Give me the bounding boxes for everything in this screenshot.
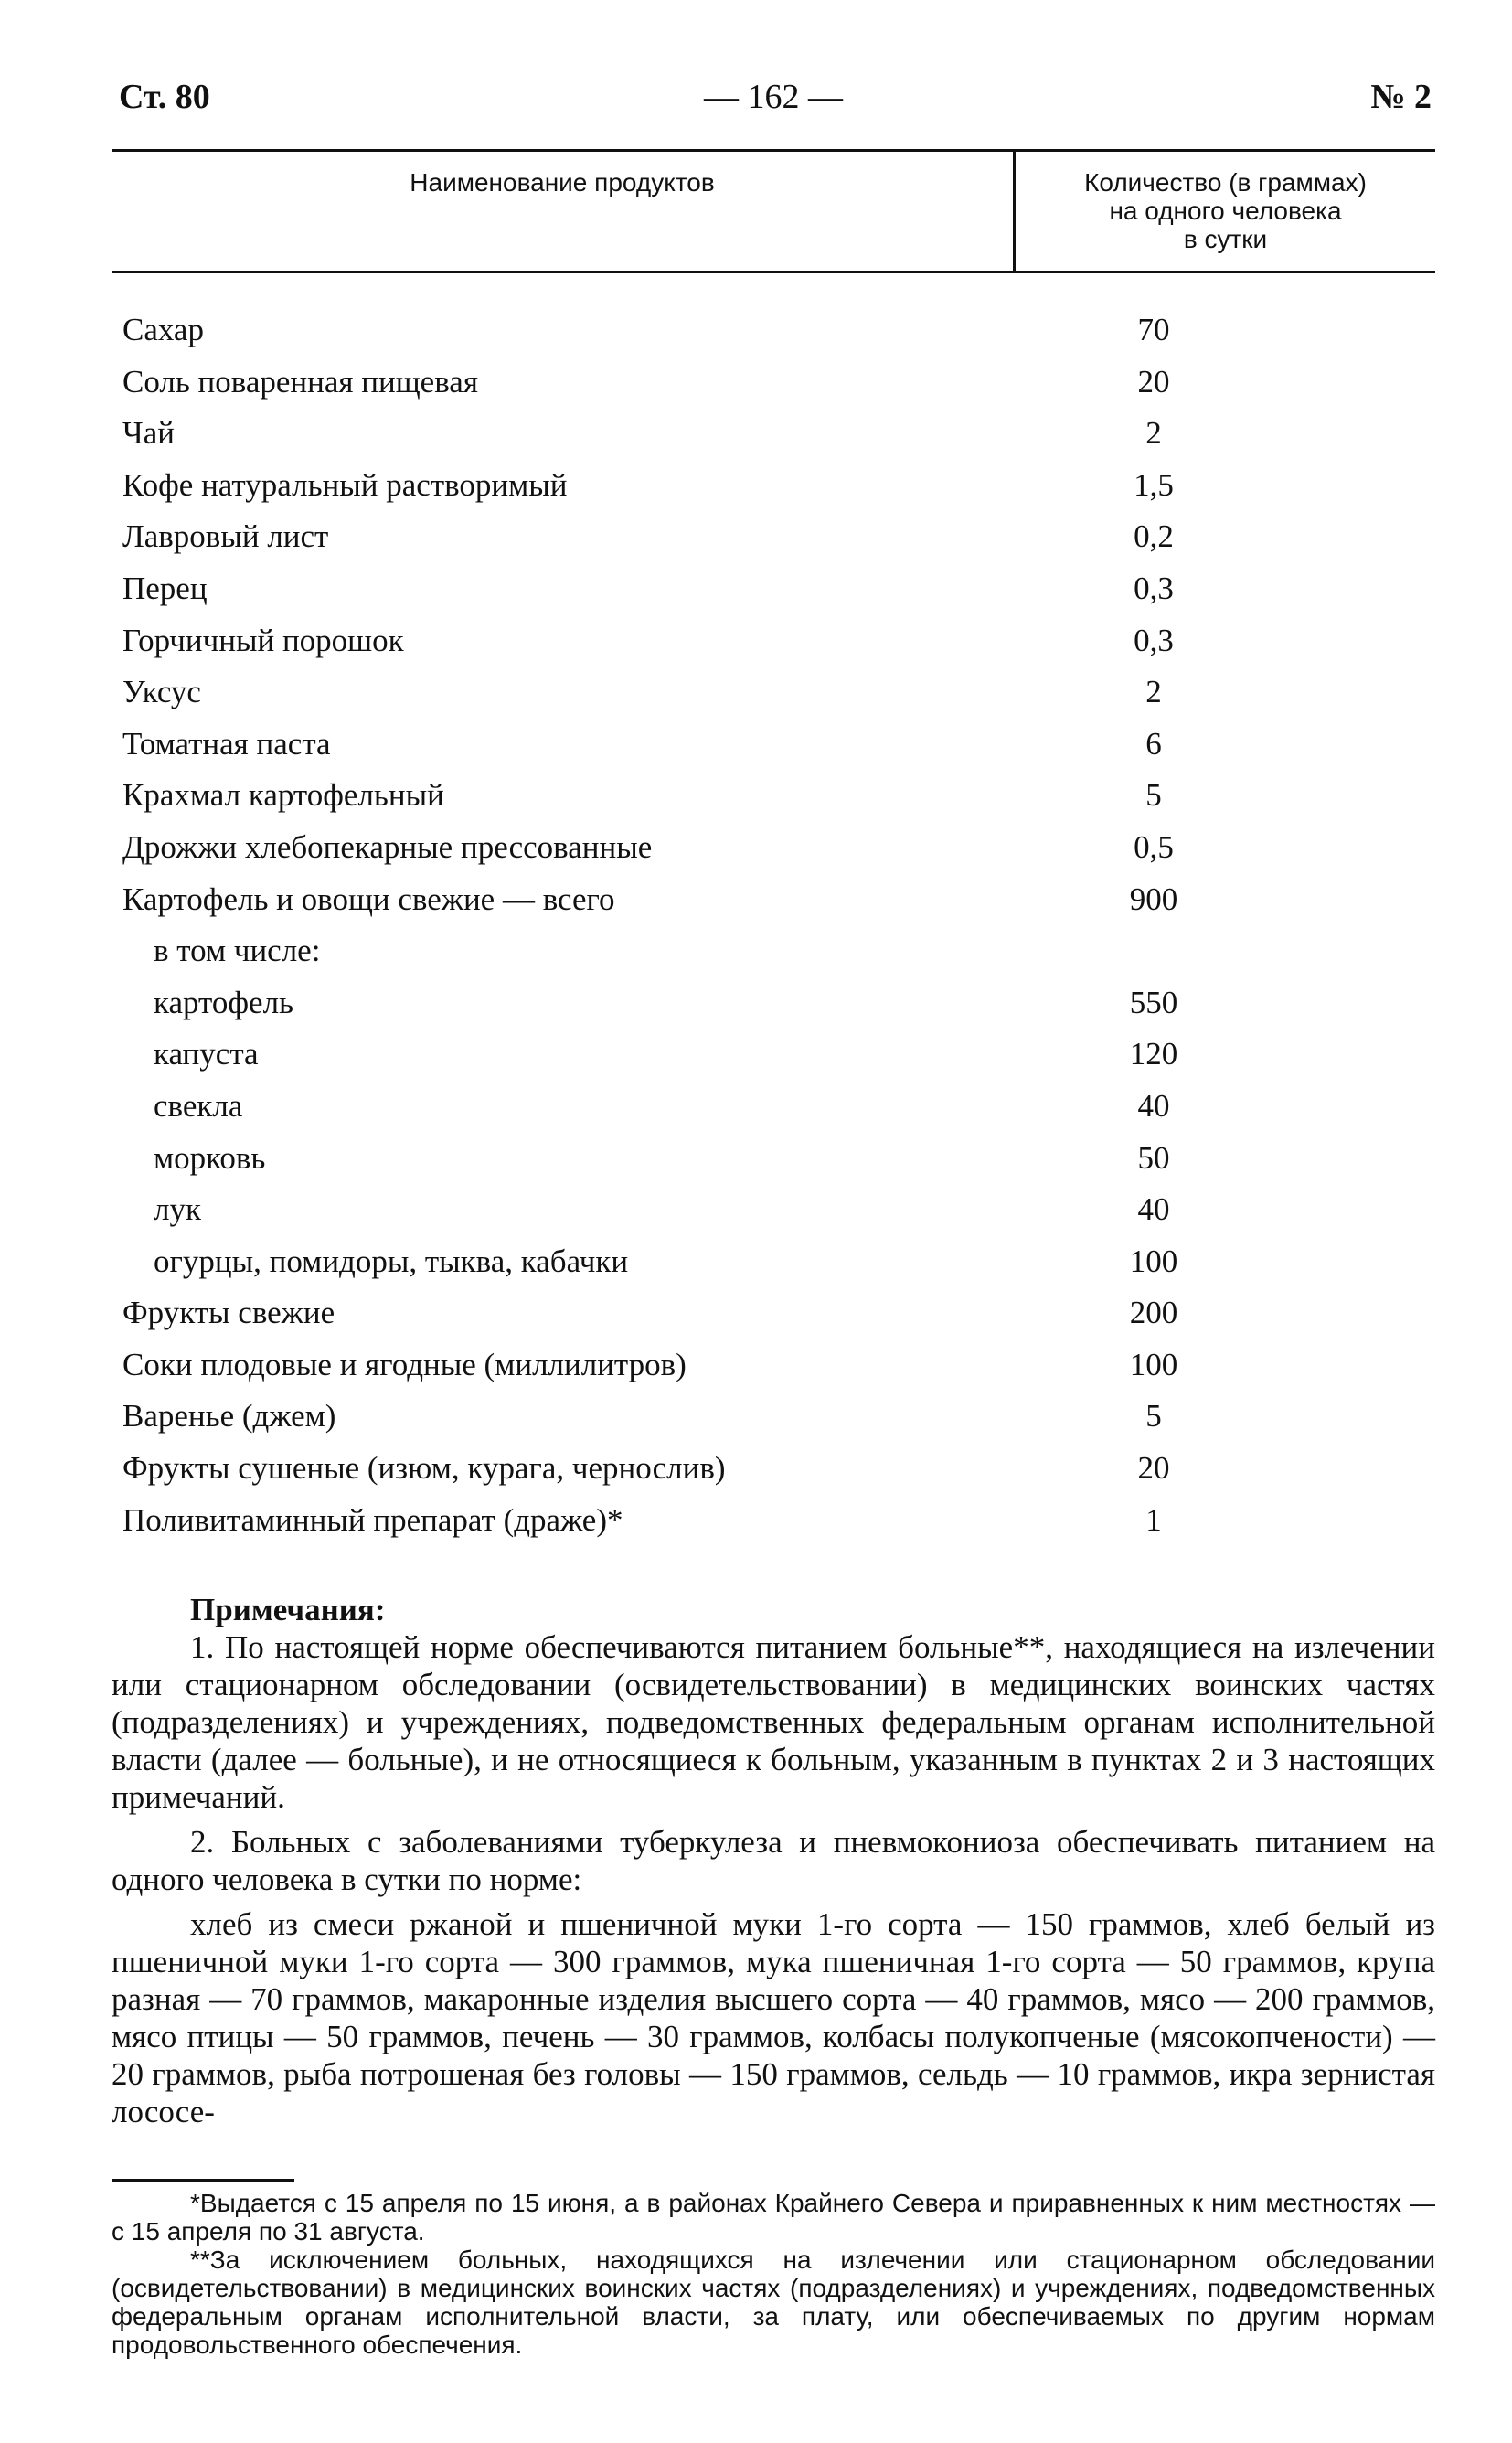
notes-title: Примечания:: [190, 1592, 386, 1627]
product-name: Перец: [122, 570, 208, 606]
product-name: Варенье (джем): [122, 1398, 336, 1435]
product-quantity: 2: [1145, 415, 1162, 452]
product-name: лук: [154, 1191, 201, 1228]
note-paragraph-2: 2. Больных с заболеваниями туберкулеза и пневмокониоза обеспечивать питанием на одного человека в сутки по норме:: [112, 1824, 1435, 1897]
table-row: [112, 770, 1435, 822]
product-quantity: 5: [1145, 1398, 1162, 1435]
product-name: Дрожжи хлебопекарные прессованные: [122, 828, 653, 865]
table-row: [112, 1287, 1435, 1339]
product-name: Крахмал картофельный: [122, 777, 444, 814]
table-row: [112, 615, 1435, 667]
product-name: Чай: [122, 415, 176, 452]
table-row: [112, 925, 1435, 977]
product-quantity: 0,2: [1134, 518, 1174, 555]
product-quantity: 550: [1129, 984, 1178, 1020]
table-row: [112, 1029, 1435, 1081]
product-name: свекла: [154, 1087, 243, 1124]
product-quantity: 20: [1137, 1450, 1170, 1487]
note-paragraph-1: 1. По настоящей норме обеспечиваются питанием больные**, находящиеся на излечении или стационарном обследовании (освидетельствовании) в медицинских воинских частях (подразделениях) и учреждениях, подведомственных федеральным органам исполнительной власти (далее — больные), и не относящиеся к больным, указанным в пунктах 2 и 3 настоящих примечаний.: [112, 1629, 1435, 1815]
table-row: [112, 460, 1435, 512]
product-quantity: 2: [1145, 674, 1162, 710]
table-row: [112, 304, 1435, 357]
product-name: Поливитаминный препарат (драже)*: [122, 1501, 623, 1538]
product-quantity: 120: [1129, 1036, 1178, 1072]
footnote-2: **За исключением больных, находящихся на излечении или стационарном обследовании (освидетельствовании) в медицинских воинских частях (подразделениях) и учреждениях, подведомственных федеральным органам исполнительной власти, за плату, или обеспечиваемых по другим нормам продовольственного обеспечения.: [112, 2246, 1435, 2359]
product-name: Картофель и овощи свежие — всего: [122, 880, 615, 917]
product-quantity: 0,3: [1134, 570, 1174, 606]
product-quantity: 70: [1137, 312, 1170, 347]
table-row: [112, 667, 1435, 719]
product-name: Соки плодовые и ягодные (миллилитров): [122, 1346, 687, 1382]
product-name: Соль поваренная пищевая: [122, 363, 478, 400]
product-quantity: 1,5: [1134, 466, 1174, 503]
product-quantity: 100: [1129, 1243, 1178, 1279]
product-name: Лавровый лист: [122, 518, 329, 555]
column-header-quantity: Количество (в граммах) на одного человека в сутки: [1084, 168, 1367, 253]
product-name: в том числе:: [154, 933, 321, 969]
product-name: Фрукты сушеные (изюм, курага, чернослив): [122, 1450, 726, 1487]
product-name: капуста: [154, 1036, 259, 1072]
product-quantity: 5: [1145, 777, 1162, 814]
table-row: [112, 1133, 1435, 1185]
product-quantity: 40: [1137, 1087, 1170, 1124]
product-quantity: 1: [1145, 1501, 1162, 1538]
issue-number: № 2: [1370, 78, 1432, 116]
product-name: огурцы, помидоры, тыква, кабачки: [154, 1243, 629, 1279]
table-row: [112, 357, 1435, 409]
product-quantity: 6: [1145, 725, 1162, 762]
product-name: Сахар: [122, 312, 204, 347]
product-name: морковь: [154, 1139, 266, 1176]
table-row: [112, 563, 1435, 615]
product-quantity: 20: [1137, 363, 1170, 400]
product-quantity: 0,5: [1134, 828, 1174, 865]
product-quantity: 0,3: [1134, 622, 1174, 658]
product-name: Уксус: [122, 674, 201, 710]
footnotes: [112, 2189, 1435, 2359]
footnote-separator: [112, 2179, 294, 2182]
page-header: [112, 77, 1435, 123]
table-row: [112, 977, 1435, 1029]
table-row: [112, 719, 1435, 771]
table-row: [112, 874, 1435, 926]
product-name: Томатная паста: [122, 725, 331, 762]
table-row: [112, 822, 1435, 874]
table-row: [112, 1339, 1435, 1392]
table-row: [112, 1184, 1435, 1236]
product-quantity: 100: [1129, 1346, 1178, 1382]
product-name: Горчичный порошок: [122, 622, 404, 658]
table-row: [112, 408, 1435, 460]
column-header-product: Наименование продуктов: [410, 168, 715, 197]
table-row: [112, 511, 1435, 563]
table-row: [112, 1391, 1435, 1443]
product-quantity: 900: [1129, 880, 1178, 917]
table-row: [112, 1495, 1435, 1547]
article-number: Ст. 80: [119, 78, 210, 116]
table-row: [112, 1081, 1435, 1133]
table-row: [112, 1443, 1435, 1495]
product-quantity: 40: [1137, 1191, 1170, 1228]
footnote-1: *Выдается с 15 апреля по 15 июня, а в районах Крайнего Севера и приравненных к ним местностях — с 15 апреля по 31 августа.: [112, 2189, 1435, 2246]
product-name: Фрукты свежие: [122, 1295, 335, 1331]
table-row: [112, 1236, 1435, 1288]
product-quantity: 200: [1129, 1295, 1178, 1331]
product-name: картофель: [154, 984, 294, 1020]
page-number: — 162 —: [704, 78, 843, 116]
product-table-body: [112, 304, 1435, 1546]
note-paragraph-3: хлеб из смеси ржаной и пшеничной муки 1-го сорта — 150 граммов, хлеб белый из пшеничной муки 1-го сорта — 300 граммов, мука пшеничная 1-го сорта — 50 граммов, крупа разная — 70 граммов, макаронные изделия высшего сорта — 40 граммов, мясо — 200 граммов, мясо птицы — 50 граммов, печень — 30 граммов, колбасы полукопченые (мясокопчености) — 20 граммов, рыба потрошеная без головы — 150 граммов, сельдь — 10 граммов, икра зернистая лососе-: [112, 1906, 1435, 2129]
table-header: [112, 149, 1435, 273]
product-quantity: 50: [1137, 1139, 1170, 1176]
product-name: Кофе натуральный растворимый: [122, 466, 568, 503]
notes-section: [112, 1591, 1435, 2130]
